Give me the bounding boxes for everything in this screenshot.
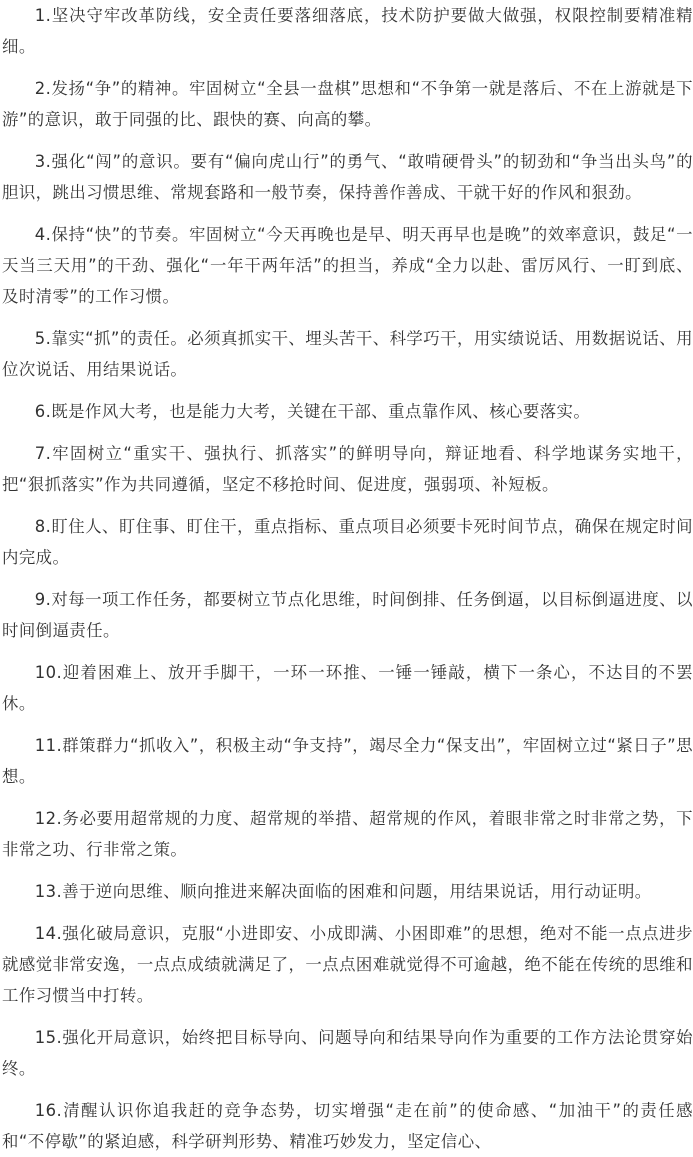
paragraph-16: 16.清醒认识你追我赶的竞争态势，切实增强“走在前”的使命感、“加油干”的责任感和“不停歇”的紧迫感，科学研判形势、精准巧妙发力，坚定信心、	[2, 1101, 693, 1151]
paragraph-14: 14.强化破局意识，克服“小进即安、小成即满、小困即难”的思想，绝对不能一点点进步就感觉非常安逸，一点点成绩就满足了，一点点困难就觉得不可逾越，绝不能在传统的思维和工作习惯当中打转。	[2, 924, 693, 1005]
paragraph-5: 5.靠实“抓”的责任。必须真抓实干、埋头苦干、科学巧干，用实绩说话、用数据说话、用位次说话、用结果说话。	[2, 329, 693, 379]
paragraph-10: 10.迎着困难上、放开手脚干，一环一环推、一锤一锤敲，横下一条心，不达目的不罢休。	[2, 663, 693, 713]
paragraph-6: 6.既是作风大考，也是能力大考，关键在干部、重点靠作风、核心要落实。	[34, 402, 591, 421]
paragraph-15: 15.强化开局意识，始终把目标导向、问题导向和结果导向作为重要的工作方法论贯穿始终。	[2, 1028, 693, 1078]
paragraph-3: 3.强化“闯”的意识。要有“偏向虎山行”的勇气、“敢啃硬骨头”的韧劲和“争当出头鸟”的胆识，跳出习惯思维、常规套路和一般节奏，保持善作善成、干就干好的作风和狠劲。	[2, 152, 693, 202]
paragraph-9: 9.对每一项工作任务，都要树立节点化思维，时间倒排、任务倒逼，以目标倒逼进度、以时间倒逼责任。	[2, 590, 693, 640]
paragraph-1: 1.坚决守牢改革防线，安全责任要落细落底，技术防护要做大做强，权限控制要精准精细。	[2, 6, 693, 56]
paragraph-8: 8.盯住人、盯住事、盯住干，重点指标、重点项目必须要卡死时间节点，确保在规定时间内完成。	[2, 517, 693, 567]
paragraph-13: 13.善于逆向思维、顺向推进来解决面临的困难和问题，用结果说话，用行动证明。	[34, 882, 652, 901]
paragraph-2: 2.发扬“争”的精神。牢固树立“全县一盘棋”思想和“不争第一就是落后、不在上游就是下游”的意识，敢于同强的比、跟快的赛、向高的攀。	[2, 79, 693, 129]
paragraph-4: 4.保持“快”的节奏。牢固树立“今天再晚也是早、明天再早也是晚”的效率意识，鼓足“一天当三天用”的干劲、强化“一年干两年活”的担当，养成“全力以赴、雷厉风行、一盯到底、及时清零”的工作习惯。	[2, 225, 693, 306]
paragraph-11: 11.群策群力“抓收入”，积极主动“争支持”，竭尽全力“保支出”，牢固树立过“紧日子”思想。	[2, 736, 693, 786]
paragraph-7: 7.牢固树立“重实干、强执行、抓落实”的鲜明导向，辩证地看、科学地谋务实地干，把“狠抓落实”作为共同遵循，坚定不移抢时间、促进度，强弱项、补短板。	[2, 444, 693, 494]
paragraph-12: 12.务必要用超常规的力度、超常规的举措、超常规的作风，着眼非常之时非常之势，下非常之功、行非常之策。	[2, 809, 693, 859]
